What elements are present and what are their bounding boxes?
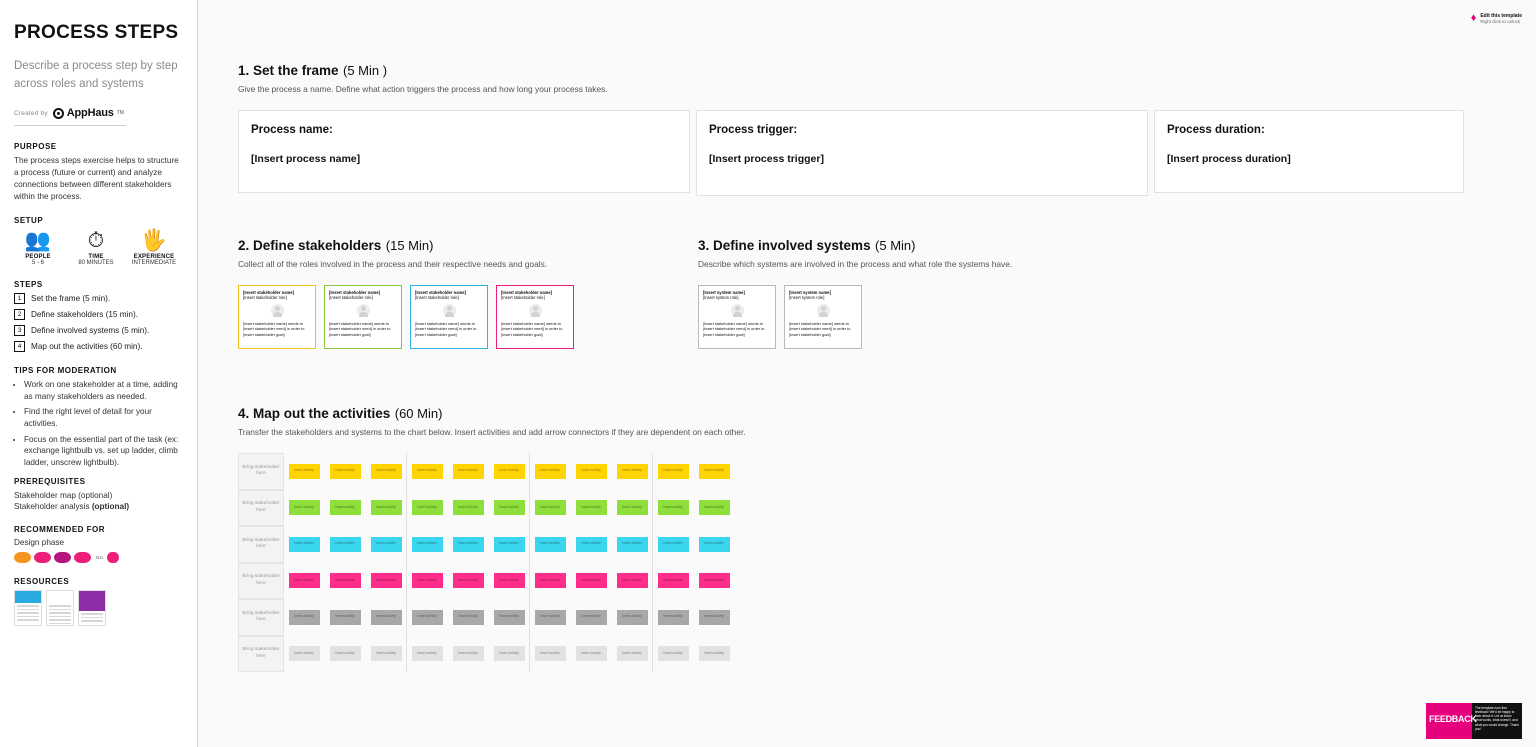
system-note-lines: [Insert stakeholder name] needs to [Insert stakeholder need] in order to [Insert stakeholder goal]	[789, 320, 851, 337]
section2-title: 2. Define stakeholders	[238, 238, 382, 253]
activity-sticky[interactable]: Insert activity	[412, 464, 443, 479]
activity-cell[interactable]	[448, 490, 489, 527]
system-note-lines: [Insert stakeholder name] needs to [Insert stakeholder need] in order to [Insert stakeholder goal]	[703, 320, 765, 337]
activity-sticky[interactable]: Insert activity	[371, 610, 402, 625]
activity-cells	[284, 490, 1238, 527]
section3-heading	[698, 237, 1118, 255]
process-name-label: Process name:	[251, 124, 333, 136]
activity-cell[interactable]	[325, 599, 366, 636]
activity-sticky[interactable]: Insert activity	[289, 646, 320, 661]
activity-row	[238, 636, 1238, 673]
stakeholder-notes	[238, 285, 678, 349]
activity-cell[interactable]	[448, 636, 489, 673]
section1-cards	[238, 110, 1500, 196]
activity-sticky[interactable]: Insert activity	[535, 610, 566, 625]
purpose-heading: PURPOSE	[14, 142, 57, 152]
activity-sticky[interactable]: Insert activity	[617, 610, 648, 625]
setup-row	[14, 229, 183, 266]
step-label: Map out the activities (60 min).	[31, 342, 143, 352]
activity-cell[interactable]	[284, 453, 325, 490]
activity-cell[interactable]	[366, 563, 407, 600]
activity-sticky[interactable]: Insert activity	[494, 646, 525, 661]
activity-sticky[interactable]: Insert activity	[371, 537, 402, 552]
activity-cell[interactable]	[284, 599, 325, 636]
section2-heading	[238, 237, 678, 255]
activity-sticky[interactable]: Insert activity	[330, 573, 361, 588]
step-number: 2	[14, 309, 25, 320]
stakeholder-note-name: [Insert stakeholder name]	[501, 290, 552, 295]
activity-sticky[interactable]: Insert activity	[494, 500, 525, 515]
activity-sticky[interactable]: Insert activity	[412, 610, 443, 625]
activity-cell[interactable]	[694, 490, 735, 527]
section2-subtitle: Collect all of the roles involved in the process and their respective needs and goals.	[238, 259, 548, 269]
stakeholder-note-name: [Insert stakeholder name]	[415, 290, 466, 295]
step-number: 3	[14, 325, 25, 336]
step-label: Define stakeholders (15 min).	[31, 310, 138, 320]
setup-heading: SETUP	[14, 216, 44, 226]
section1-heading	[238, 62, 1500, 80]
edit-template-hint-text: Right click to unlock	[1480, 19, 1521, 24]
process-duration-card[interactable]	[1154, 110, 1464, 193]
activity-sticky[interactable]: Insert activity	[494, 464, 525, 479]
phase-icon-1	[14, 552, 31, 563]
section2-time: (15 Min)	[385, 238, 434, 253]
time-icon: ⏱	[87, 229, 105, 253]
feedback-left	[1426, 703, 1477, 739]
section-define-systems	[698, 237, 1118, 349]
activity-sticky[interactable]: Insert activity	[617, 573, 648, 588]
stakeholder-drop-zone[interactable]: Bring stakeholder here	[238, 490, 284, 527]
phase-icon-5	[107, 552, 119, 563]
activity-sticky[interactable]: Insert activity	[576, 537, 607, 552]
step-item-2	[14, 309, 183, 320]
activity-cell[interactable]	[489, 526, 530, 563]
step-label: Set the frame (5 min).	[31, 294, 111, 304]
activity-cell[interactable]	[694, 599, 735, 636]
activity-cell[interactable]	[571, 636, 612, 673]
activity-cell[interactable]	[284, 526, 325, 563]
setup-experience-label: EXPERIENCE	[133, 254, 175, 261]
stakeholder-note-lines: [Insert stakeholder name] needs to [Insert stakeholder need] in order to [Insert stakeholder goal]	[415, 320, 477, 337]
activity-cell[interactable]	[612, 490, 653, 527]
step-item-1	[14, 293, 183, 304]
section-map-activities	[238, 405, 1238, 672]
stakeholder-drop-zone[interactable]: Bring stakeholder here	[238, 599, 284, 636]
brand-name: AppHaus	[66, 107, 114, 120]
activity-cell[interactable]	[489, 563, 530, 600]
recommended-phase-icons	[14, 552, 183, 563]
feedback-word: FEEDBACK	[1429, 714, 1477, 724]
prerequisite-item-2	[14, 501, 183, 513]
activity-sticky[interactable]: Insert activity	[412, 573, 443, 588]
setup-time-label: TIME	[88, 254, 104, 261]
stakeholder-note[interactable]	[410, 285, 488, 349]
activity-grid[interactable]	[238, 453, 1238, 672]
experience-icon: 🖐	[140, 229, 168, 253]
activity-cell[interactable]	[325, 636, 366, 673]
section3-subtitle: Describe which systems are involved in the process and what role the systems have.	[698, 259, 1013, 269]
step-number: 1	[14, 293, 25, 304]
setup-item-people	[14, 229, 62, 266]
activity-sticky[interactable]: Insert activity	[658, 573, 689, 588]
activity-cell[interactable]	[612, 563, 653, 600]
activity-sticky[interactable]: Insert activity	[658, 646, 689, 661]
phase-label-1: Nxt.	[96, 555, 105, 561]
activity-sticky[interactable]: Insert activity	[453, 610, 484, 625]
tip-item: • Work on one stakeholder at a time, adding as many stakeholders as needed.	[24, 379, 183, 402]
process-trigger-label: Process trigger:	[709, 124, 798, 136]
created-by-label: Created by	[14, 109, 48, 117]
activity-cell[interactable]	[489, 490, 530, 527]
activity-cell[interactable]	[571, 599, 612, 636]
activity-cell[interactable]	[571, 563, 612, 600]
steps-list	[14, 293, 183, 352]
stakeholder-note-lines: [Insert stakeholder name] needs to [Insert stakeholder need] in order to [Insert stakeholder goal]	[243, 320, 305, 337]
activity-sticky[interactable]: Insert activity	[453, 573, 484, 588]
avatar	[443, 304, 456, 317]
activity-sticky[interactable]: Insert activity	[494, 610, 525, 625]
activity-cell[interactable]	[407, 563, 448, 600]
activity-sticky[interactable]: Insert activity	[412, 537, 443, 552]
feedback-text: The template runs thru feedback! We'd be happy to hear about it. Let us know what works, what doesn't, and what you would change. Thank you!	[1472, 703, 1522, 739]
page-title: PROCESS STEPS	[14, 22, 179, 43]
section-define-stakeholders	[238, 237, 678, 349]
activity-cell[interactable]	[489, 636, 530, 673]
activity-sticky[interactable]: Insert activity	[535, 646, 566, 661]
activity-sticky[interactable]: Insert activity	[658, 464, 689, 479]
section3-title: 3. Define involved systems	[698, 238, 871, 253]
recommended-heading: RECOMMENDED FOR	[14, 525, 106, 535]
activity-cell[interactable]	[530, 599, 571, 636]
activity-cell[interactable]	[489, 599, 530, 636]
system-note[interactable]	[698, 285, 776, 349]
activity-sticky[interactable]: Insert activity	[699, 610, 730, 625]
activity-sticky[interactable]: Insert activity	[494, 537, 525, 552]
phase-icon-3	[54, 552, 71, 563]
activity-cell[interactable]	[448, 563, 489, 600]
activity-sticky[interactable]: Insert activity	[699, 464, 730, 479]
activity-cell[interactable]	[694, 563, 735, 600]
purpose-body: The process steps exercise helps to structure a process (future or current) and analyze connections between different stakeholders within the process.	[14, 156, 179, 202]
activity-row	[238, 490, 1238, 527]
activity-cell[interactable]	[448, 526, 489, 563]
phase-icon-2	[34, 552, 51, 563]
activity-sticky[interactable]: Insert activity	[699, 573, 730, 588]
system-note-name: [Insert system name]	[789, 290, 831, 295]
system-note-name: [Insert system name]	[703, 290, 745, 295]
activity-sticky[interactable]: Insert activity	[412, 646, 443, 661]
activity-sticky[interactable]: Insert activity	[576, 500, 607, 515]
activity-sticky[interactable]: Insert activity	[330, 464, 361, 479]
stakeholder-note-name: [Insert stakeholder name]	[243, 290, 294, 295]
activity-sticky[interactable]: Insert activity	[658, 500, 689, 515]
stakeholder-drop-zone[interactable]: Bring stakeholder here	[238, 453, 284, 490]
activity-cells	[284, 636, 1238, 673]
brand-tm: TM	[116, 110, 124, 117]
activity-cell[interactable]	[694, 526, 735, 563]
feedback-badge[interactable]	[1426, 703, 1522, 739]
activity-cell[interactable]	[284, 563, 325, 600]
apphaus-logo	[53, 107, 124, 119]
activity-cell[interactable]	[407, 599, 448, 636]
activity-cell[interactable]	[653, 490, 694, 527]
activity-sticky[interactable]: Insert activity	[453, 646, 484, 661]
activity-cell[interactable]	[530, 563, 571, 600]
activity-sticky[interactable]: Insert activity	[535, 464, 566, 479]
tip-item: • Focus on the essential part of the task (ex: exchange lightbulb vs. set up ladder, climb ladder, unscrew lightbulb).	[24, 434, 183, 469]
avatar	[529, 304, 542, 317]
activity-cell[interactable]	[530, 490, 571, 527]
edit-template-hint[interactable]	[1471, 13, 1522, 24]
stakeholder-drop-zone[interactable]: Bring stakeholder here	[238, 526, 284, 563]
activity-sticky[interactable]: Insert activity	[576, 573, 607, 588]
activity-cells	[284, 453, 1238, 490]
activity-sticky[interactable]: Insert activity	[453, 500, 484, 515]
stakeholder-note-lines: [Insert stakeholder name] needs to [Insert stakeholder need] in order to [Insert stakeholder goal]	[329, 320, 391, 337]
tip-item: • Find the right level of detail for your activities.	[24, 406, 183, 429]
activity-cells	[284, 563, 1238, 600]
activity-cell[interactable]	[325, 490, 366, 527]
activity-cell[interactable]	[694, 636, 735, 673]
stakeholder-note-name: [Insert stakeholder name]	[329, 290, 380, 295]
resource-thumbnail[interactable]	[78, 590, 106, 626]
activity-sticky[interactable]: Insert activity	[453, 464, 484, 479]
activity-sticky[interactable]: Insert activity	[617, 500, 648, 515]
activity-row	[238, 526, 1238, 563]
setup-item-experience	[130, 229, 178, 266]
setup-time-value: 80 MINUTES	[78, 260, 114, 267]
stakeholder-note-role: [Insert stakeholder role]	[415, 295, 459, 301]
prerequisite-item-2-optional: (optional)	[91, 502, 130, 512]
resource-thumbnail[interactable]	[14, 590, 42, 626]
activity-cell[interactable]	[489, 453, 530, 490]
setup-people-value: 5 - 6	[31, 260, 44, 267]
system-note-role: [Insert system role]	[789, 295, 825, 301]
activity-sticky[interactable]: Insert activity	[453, 537, 484, 552]
activity-sticky[interactable]: Insert activity	[535, 573, 566, 588]
activity-cell[interactable]	[653, 636, 694, 673]
avatar	[357, 304, 370, 317]
avatar	[731, 304, 744, 317]
activity-sticky[interactable]: Insert activity	[658, 610, 689, 625]
activity-cell[interactable]	[653, 599, 694, 636]
tag-icon: ♦	[1470, 12, 1477, 24]
activity-row	[238, 563, 1238, 600]
activity-cells	[284, 526, 1238, 563]
stakeholder-note-role: [Insert stakeholder role]	[329, 295, 373, 301]
activity-sticky[interactable]: Insert activity	[535, 537, 566, 552]
activity-cell[interactable]	[612, 453, 653, 490]
activity-sticky[interactable]: Insert activity	[289, 573, 320, 588]
resources-thumbnails	[14, 590, 183, 626]
activity-sticky[interactable]: Insert activity	[289, 500, 320, 515]
activity-sticky[interactable]: Insert activity	[576, 464, 607, 479]
system-notes	[698, 285, 1118, 349]
activity-cell[interactable]	[325, 563, 366, 600]
activity-cell[interactable]	[366, 599, 407, 636]
resource-thumbnail[interactable]	[46, 590, 74, 626]
stakeholder-note-lines: [Insert stakeholder name] needs to [Insert stakeholder need] in order to [Insert stakeholder goal]	[501, 320, 563, 337]
activity-sticky[interactable]: Insert activity	[371, 500, 402, 515]
activity-cell[interactable]	[571, 453, 612, 490]
prerequisite-item-2-text: Stakeholder analysis	[14, 502, 92, 512]
edit-template-title: Edit this template	[1480, 13, 1522, 19]
activity-sticky[interactable]: Insert activity	[289, 610, 320, 625]
process-trigger-card[interactable]	[696, 110, 1148, 196]
step-item-3	[14, 325, 183, 336]
setup-people-label: PEOPLE	[25, 254, 51, 261]
steps-heading: STEPS	[14, 280, 43, 290]
activity-sticky[interactable]: Insert activity	[289, 464, 320, 479]
activity-sticky[interactable]: Insert activity	[330, 537, 361, 552]
activity-cell[interactable]	[407, 490, 448, 527]
tips-heading: TIPS FOR MODERATION	[14, 366, 117, 376]
avatar	[817, 304, 830, 317]
activity-sticky[interactable]: Insert activity	[330, 500, 361, 515]
activity-cell[interactable]	[284, 636, 325, 673]
section1-time: (5 Min )	[343, 63, 388, 78]
activity-sticky[interactable]: Insert activity	[617, 464, 648, 479]
activity-cell[interactable]	[530, 453, 571, 490]
stakeholder-note[interactable]	[238, 285, 316, 349]
activity-sticky[interactable]: Insert activity	[412, 500, 443, 515]
step-label: Define involved systems (5 min).	[31, 326, 150, 336]
canvas	[198, 0, 1536, 747]
activity-row	[238, 453, 1238, 490]
logo-mark-icon	[53, 108, 64, 119]
prerequisite-item-1: Stakeholder map (optional)	[14, 490, 113, 500]
section3-time: (5 Min)	[875, 238, 916, 253]
activity-sticky[interactable]: Insert activity	[371, 573, 402, 588]
section1-title: 1. Set the frame	[238, 63, 339, 78]
activity-sticky[interactable]: Insert activity	[699, 500, 730, 515]
page-subtitle: Describe a process step by step across roles and systems	[14, 59, 178, 90]
process-name-card[interactable]	[238, 110, 690, 193]
activity-sticky[interactable]: Insert activity	[330, 610, 361, 625]
activity-cell[interactable]	[612, 636, 653, 673]
sidebar	[0, 0, 198, 747]
stakeholder-drop-zone[interactable]: Bring stakeholder here	[238, 563, 284, 600]
activity-cell[interactable]	[653, 526, 694, 563]
prerequisites-heading: PREREQUISITES	[14, 476, 86, 486]
activity-cell[interactable]	[612, 526, 653, 563]
activity-cell[interactable]	[284, 490, 325, 527]
activity-cell[interactable]	[653, 453, 694, 490]
recommended-body: Design phase	[14, 538, 65, 548]
activity-cell[interactable]	[366, 453, 407, 490]
activity-sticky[interactable]: Insert activity	[576, 610, 607, 625]
activity-sticky[interactable]: Insert activity	[699, 646, 730, 661]
activity-sticky[interactable]: Insert activity	[617, 646, 648, 661]
step-number: 4	[14, 341, 25, 352]
activity-sticky[interactable]: Insert activity	[371, 464, 402, 479]
tips-list	[14, 379, 183, 468]
created-by	[14, 107, 126, 126]
activity-cell[interactable]	[366, 526, 407, 563]
setup-item-time	[72, 229, 120, 266]
activity-cell[interactable]	[407, 453, 448, 490]
activity-cell[interactable]	[366, 636, 407, 673]
activity-sticky[interactable]: Insert activity	[330, 646, 361, 661]
section1-subtitle: Give the process a name. Define what action triggers the process and how long your process takes.	[238, 84, 608, 94]
activity-sticky[interactable]: Insert activity	[535, 500, 566, 515]
section4-subtitle: Transfer the stakeholders and systems to the chart below. Insert activities and add arrow connectors if they are dependent on each other.	[238, 427, 746, 437]
activity-row	[238, 599, 1238, 636]
system-note-role: [Insert system role]	[703, 295, 739, 301]
section4-heading	[238, 405, 1238, 423]
activity-cell[interactable]	[571, 526, 612, 563]
activity-sticky[interactable]: Insert activity	[371, 646, 402, 661]
activity-sticky[interactable]: Insert activity	[658, 537, 689, 552]
activity-cell[interactable]	[366, 490, 407, 527]
activity-cells	[284, 599, 1238, 636]
section4-time: (60 Min)	[394, 406, 443, 421]
activity-cell[interactable]	[612, 599, 653, 636]
step-item-4	[14, 341, 183, 352]
stakeholder-note[interactable]	[324, 285, 402, 349]
activity-cell[interactable]	[694, 453, 735, 490]
activity-sticky[interactable]: Insert activity	[699, 537, 730, 552]
process-name-value[interactable]: [Insert process name]	[251, 153, 361, 165]
stakeholder-drop-zone[interactable]: Bring stakeholder here	[238, 636, 284, 673]
activity-cell[interactable]	[448, 599, 489, 636]
stakeholder-note-role: [Insert stakeholder role]	[243, 295, 287, 301]
process-duration-value[interactable]: [Insert process duration]	[1167, 153, 1291, 165]
activity-cell[interactable]	[653, 563, 694, 600]
resources-heading: RESOURCES	[14, 577, 70, 587]
setup-experience-value: INTERMEDIATE	[131, 260, 177, 267]
system-note[interactable]	[784, 285, 862, 349]
phase-icon-4	[74, 552, 91, 563]
activity-cell[interactable]	[325, 526, 366, 563]
activity-cell[interactable]	[325, 453, 366, 490]
section4-title: 4. Map out the activities	[238, 406, 391, 421]
activity-sticky[interactable]: Insert activity	[576, 646, 607, 661]
process-duration-label: Process duration:	[1167, 124, 1265, 136]
activity-cell[interactable]	[448, 453, 489, 490]
activity-sticky[interactable]: Insert activity	[494, 573, 525, 588]
process-trigger-value[interactable]: [Insert process trigger]	[709, 153, 824, 165]
activity-cell[interactable]	[407, 526, 448, 563]
section-set-the-frame	[238, 62, 1500, 196]
stakeholder-note-role: [Insert stakeholder role]	[501, 295, 545, 301]
activity-cell[interactable]	[530, 526, 571, 563]
activity-cell[interactable]	[530, 636, 571, 673]
activity-sticky[interactable]: Insert activity	[289, 537, 320, 552]
activity-sticky[interactable]: Insert activity	[617, 537, 648, 552]
people-icon: 👥	[24, 229, 52, 253]
activity-cell[interactable]	[407, 636, 448, 673]
activity-cell[interactable]	[571, 490, 612, 527]
avatar	[271, 304, 284, 317]
stakeholder-note[interactable]	[496, 285, 574, 349]
